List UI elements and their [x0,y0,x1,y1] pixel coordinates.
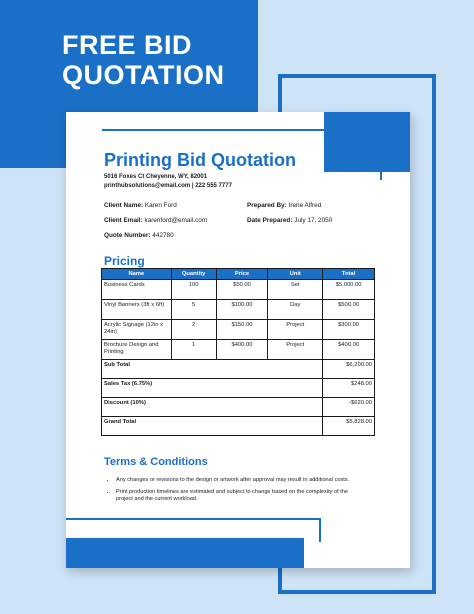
item-price: $400.00 [216,340,268,360]
date-prepared-row [247,217,332,224]
quote-number-value: 442780 [152,232,174,239]
column-header-name: Name [102,269,172,280]
item-quantity: 2 [171,320,216,340]
item-quantity: 100 [171,280,216,300]
column-header-quantity: Quantity [171,269,216,280]
item-unit: Project [268,340,323,360]
item-name: Acrylic Signage (12in x 24in) [102,320,172,340]
item-price: $100.00 [216,300,268,320]
item-price: $150.00 [216,320,268,340]
sales-tax-value: $248.00 [323,379,375,398]
prepared-by-value: Irene Alfred [288,202,322,209]
date-prepared-label: Date Prepared: [247,217,293,224]
banner-title-line1: FREE BID [62,30,193,60]
prepared-by-row [247,202,321,209]
item-quantity: 5 [171,300,216,320]
list-item: • Print production timelines are estimated and subject to change based on the complexity of the project and the current workload. [116,489,362,503]
client-email-label: Client Email: [104,217,143,224]
discount-value: -$620.00 [323,398,375,417]
item-total: $300.00 [323,320,375,340]
item-unit: Day [268,300,323,320]
pricing-heading: Pricing [104,254,145,268]
client-name-value: Karen Ford [144,202,177,209]
client-name-label: Client Name: [104,202,144,209]
item-unit: Set [268,280,323,300]
column-header-price: Price [216,269,268,280]
item-name: Brochure Design and Printing [102,340,172,360]
sales-tax-label: Sales Tax (6.75%) [102,379,323,398]
item-quantity: 1 [171,340,216,360]
banner-title-line2: QUOTATION [62,60,225,90]
grand-total-value: $5,828.00 [323,417,375,436]
company-address: 5016 Foxes Ct Cheyenne, WY, 82001 [104,174,208,180]
item-total: $500.00 [323,300,375,320]
table-header-row [102,269,375,280]
item-price: $50.00 [216,280,268,300]
sales-tax-row [102,379,375,398]
table-row [102,280,375,300]
table-row [102,320,375,340]
item-name: Vinyl Banners (3ft x 6ft) [102,300,172,320]
column-header-unit: Unit [268,269,323,280]
company-address-block [104,173,232,191]
banner-title [62,30,224,90]
discount-row [102,398,375,417]
table-row [102,300,375,320]
subtotal-value: $6,200.00 [323,360,375,379]
column-header-total: Total [323,269,375,280]
terms-list [116,477,362,508]
subtotal-label: Sub Total [102,360,323,379]
item-total: $400.00 [323,340,375,360]
prepared-by-label: Prepared By: [247,202,287,209]
date-prepared-value: July 17, 2050 [294,217,333,224]
item-unit: Project [268,320,323,340]
list-item: • Any changes or revisions to the design or artwork after approval may result in additional costs. [116,477,362,484]
client-email-value: karenford@email.com [144,217,208,224]
quote-number-label: Quote Number: [104,232,151,239]
client-name-row [104,202,177,209]
company-contact: printhubsolutions@email.com | 222 555 7777 [104,183,232,189]
grand-total-row [102,417,375,436]
page-corner-block-bottom [66,538,304,568]
pricing-table [101,268,375,436]
grand-total-label: Grand Total [102,417,323,436]
subtotal-row [102,360,375,379]
item-name: Business Cards [102,280,172,300]
quote-number-row [104,232,174,239]
table-row [102,340,375,360]
discount-label: Discount (10%) [102,398,323,417]
item-total: $5,000.00 [323,280,375,300]
terms-heading: Terms & Conditions [104,456,208,468]
client-email-row [104,217,207,224]
document-title: Printing Bid Quotation [104,150,296,170]
document-page [66,112,410,568]
page-corner-line-bottom [66,518,321,542]
